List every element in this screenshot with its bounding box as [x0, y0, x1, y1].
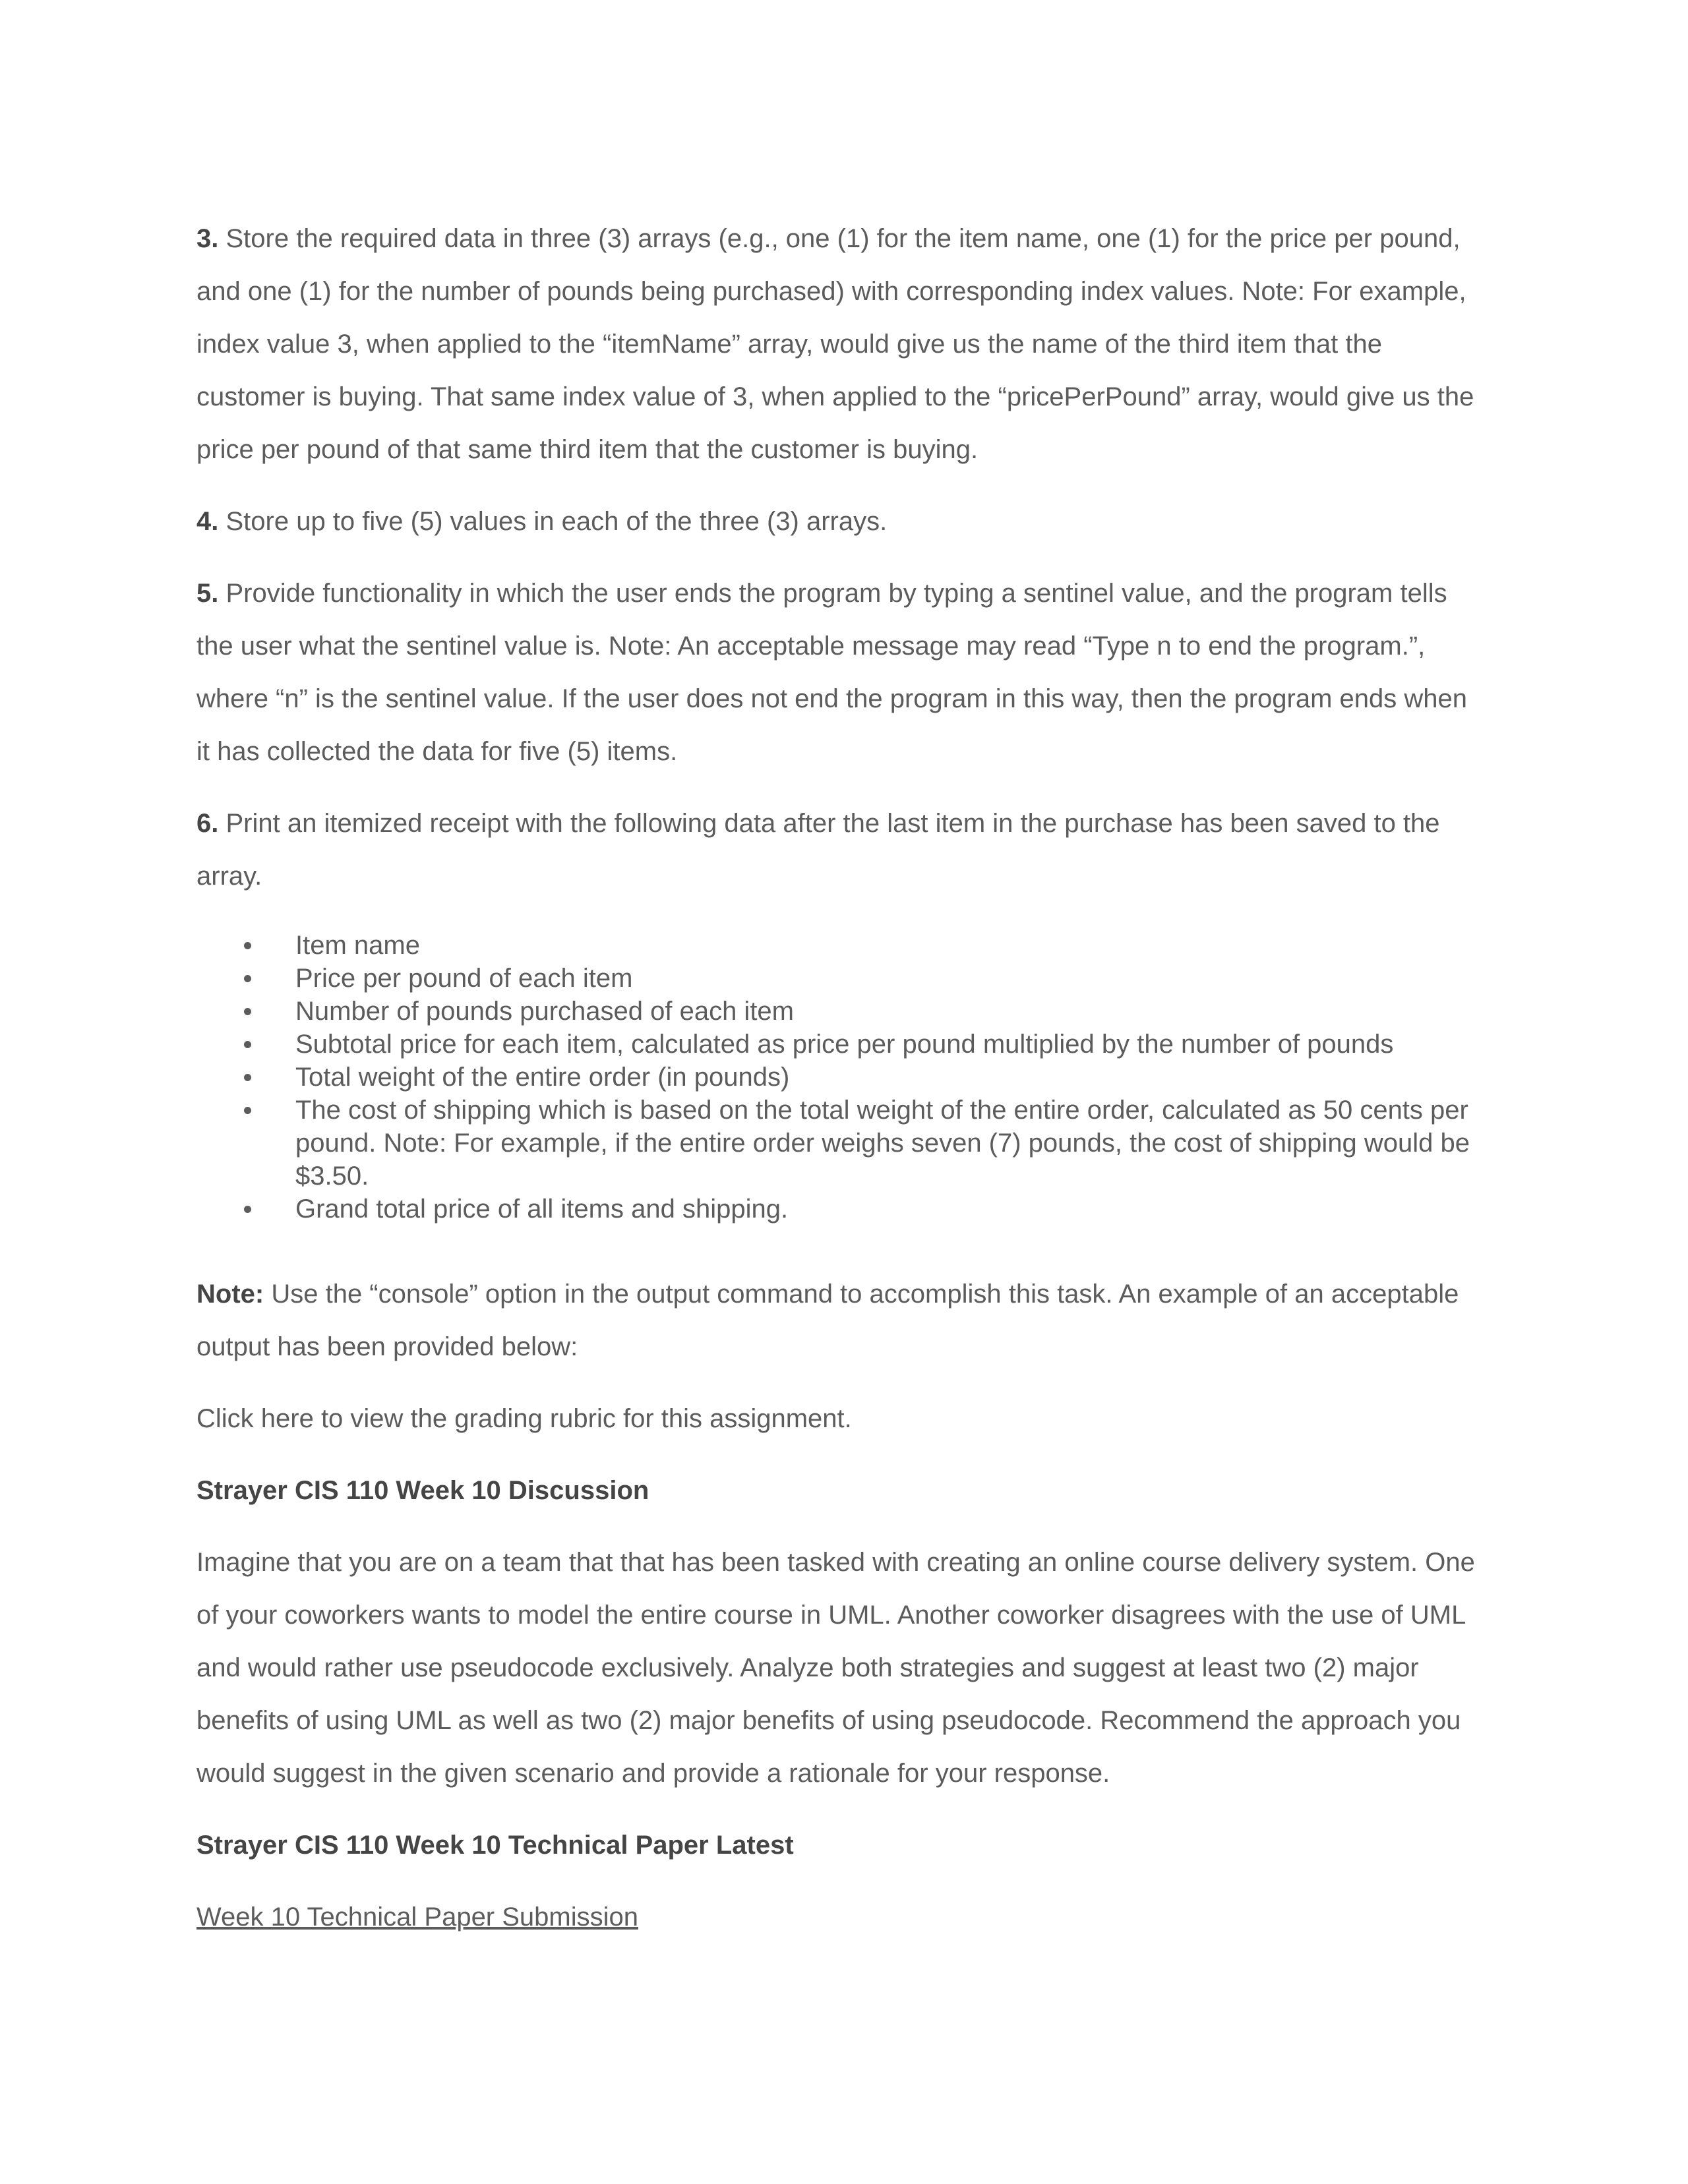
step-4 — [196, 495, 1482, 548]
list-item: Price per pound of each item — [196, 962, 1482, 995]
document-page — [196, 212, 1482, 1943]
step-number: 6. — [196, 809, 219, 838]
step-number: 3. — [196, 224, 219, 253]
list-item: Item name — [196, 929, 1482, 962]
discussion-heading: Strayer CIS 110 Week 10 Discussion — [196, 1476, 649, 1505]
list-item: Number of pounds purchased of each item — [196, 995, 1482, 1028]
step-text: Print an itemized receipt with the following data after the last item in the purchase has been saved to the array. — [196, 809, 1440, 891]
rubric-text: Click here to view the grading rubric for this assignment. — [196, 1404, 852, 1433]
step-text: Provide functionality in which the user ends the program by typing a sentinel value, and the program tells the user what the sentinel value is. Note: An acceptable message may read “Type n to end the program.”, where “n” is the sentinel value. If the user does not end the program in this way, then the program ends when it has collected the data for five (5) items. — [196, 579, 1468, 766]
note-text: Use the “console” option in the output command to accomplish this task. An example of an acceptable output has been provided below: — [196, 1280, 1459, 1361]
technical-paper-heading: Strayer CIS 110 Week 10 Technical Paper Latest — [196, 1831, 794, 1860]
bullet-icon — [244, 942, 251, 949]
step-6 — [196, 797, 1482, 902]
step-number: 5. — [196, 579, 219, 608]
step-5 — [196, 567, 1482, 778]
note-paragraph — [196, 1268, 1482, 1373]
list-item: Grand total price of all items and shipping. — [196, 1193, 1482, 1225]
step-text: Store the required data in three (3) arrays (e.g., one (1) for the item name, one (1) for the price per pound, and one (1) for the number of pounds being purchased) with corresponding index values. Note: For example, index value 3, when applied to the “itemName” array, would give us the name of the third item that the customer is buying. That same index value of 3, when applied to the “pricePerPound” array, would give us the price per pound of that same third item that the customer is buying. — [196, 224, 1474, 464]
bullet-icon — [244, 1074, 251, 1081]
step-3 — [196, 212, 1482, 476]
bullet-icon — [244, 1041, 251, 1048]
receipt-items-list — [196, 929, 1482, 1225]
bullet-icon — [244, 1008, 251, 1015]
step-number: 4. — [196, 507, 219, 536]
note-label: Note: — [196, 1280, 264, 1309]
technical-paper-link[interactable]: Week 10 Technical Paper Submission — [196, 1903, 638, 1932]
list-item: Total weight of the entire order (in pounds) — [196, 1061, 1482, 1094]
list-item: Subtotal price for each item, calculated as price per pound multiplied by the number of pounds — [196, 1028, 1482, 1061]
discussion-text: Imagine that you are on a team that that has been tasked with creating an online course delivery system. One of your coworkers wants to model the entire course in UML. Another coworker disagrees with the use of UML and would rather use pseudocode exclusively. Analyze both strategies and suggest at least two (2) major benefits of using UML as well as two (2) major benefits of using pseudocode. Recommend the approach you would suggest in the given scenario and provide a rationale for your response. — [196, 1548, 1475, 1788]
step-text: Store up to five (5) values in each of the three (3) arrays. — [218, 507, 888, 536]
list-item: The cost of shipping which is based on the total weight of the entire order, calculated as 50 cents per pound. Note: For example, if the entire order weighs seven (7) pounds, the cost of shipping would be $3.50. — [196, 1094, 1482, 1193]
bullet-icon — [244, 975, 251, 982]
bullet-icon — [244, 1107, 251, 1114]
bullet-icon — [244, 1206, 251, 1213]
